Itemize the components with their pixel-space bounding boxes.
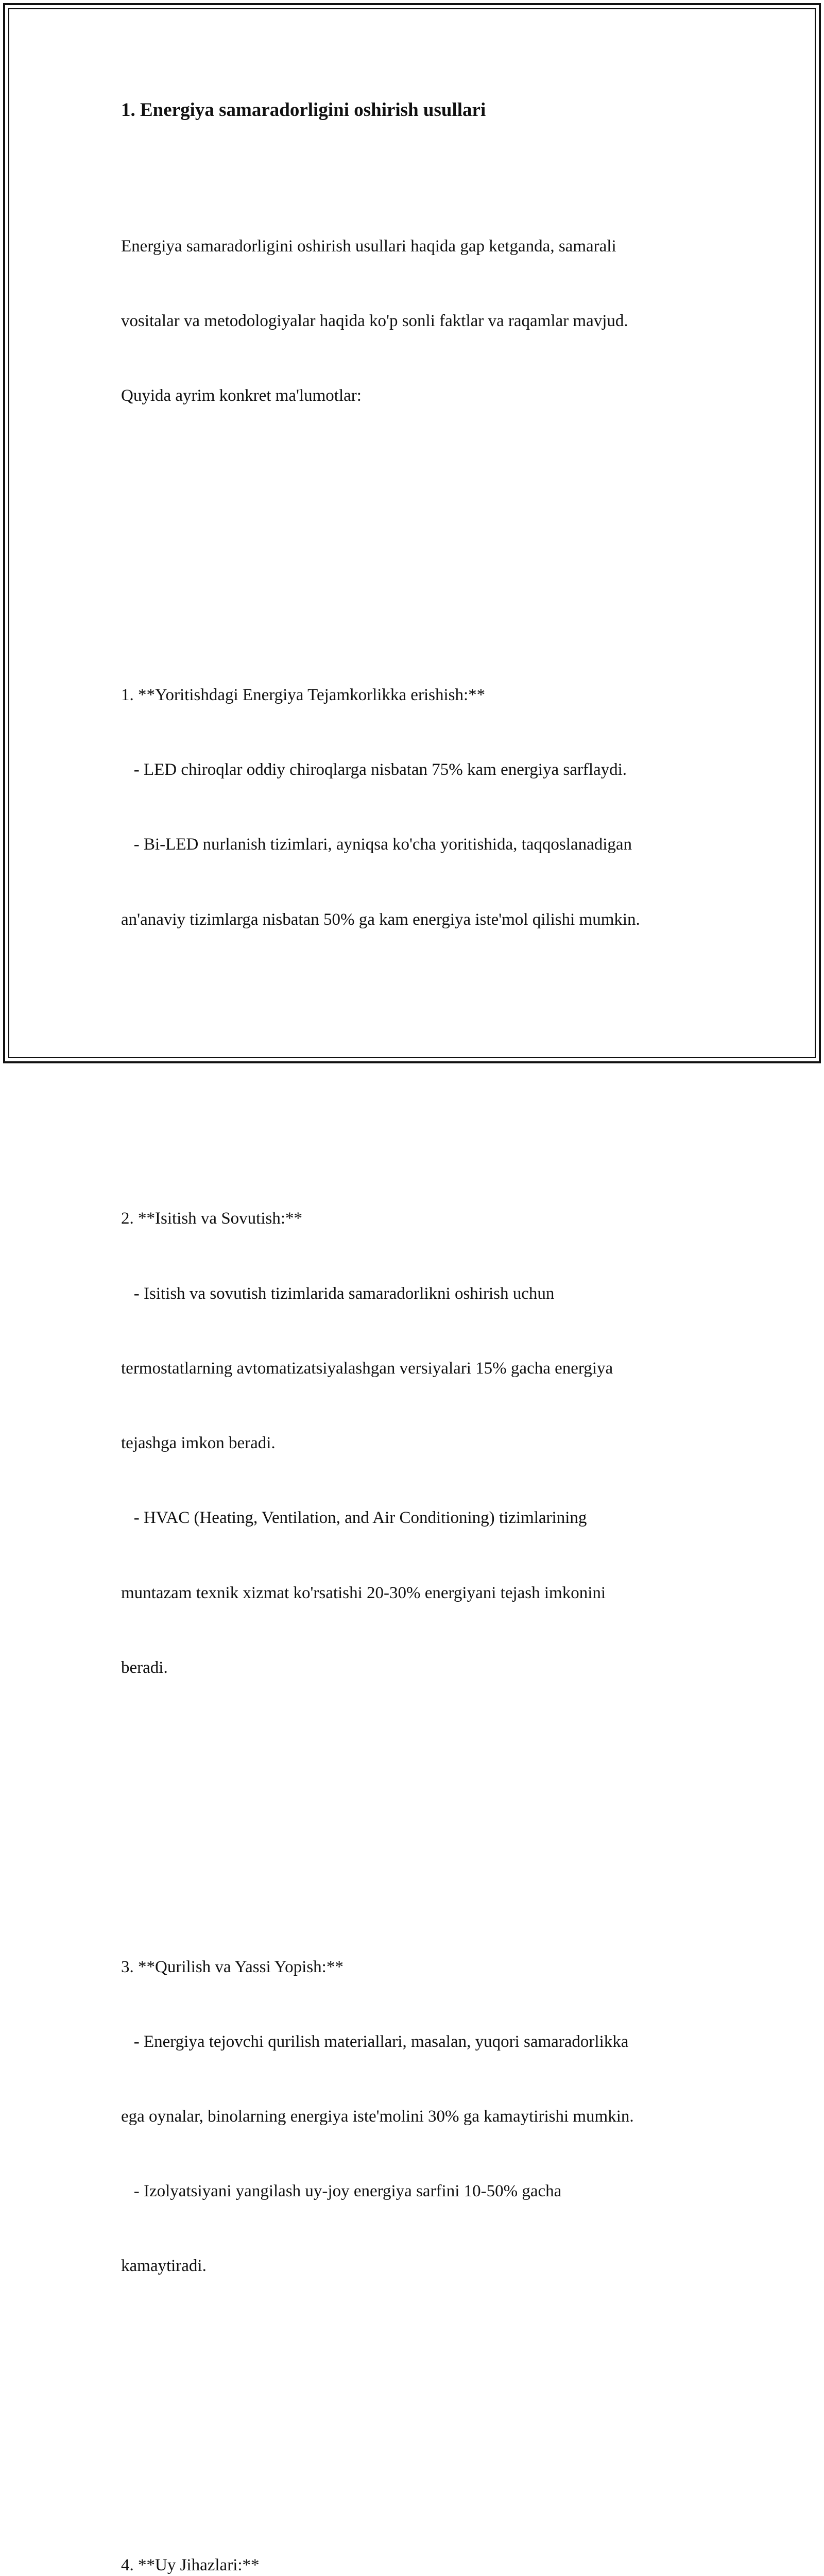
text-line: vositalar va metodologiyalar haqida ko'p sonli faktlar va raqamlar mavjud. [121,311,628,330]
blank-line [121,2403,724,2428]
text-line: - Energiya tejovchi qurilish materiallari, masalan, yuqori samaradorlikka [121,2032,629,2051]
text-line: muntazam texnik xizmat ko'rsatishi 20-30% energiyani tejash imkonini [121,1583,606,1602]
section-heading: 1. **Yoritishdagi Energiya Tejamkorlikka erishish:** [121,685,486,704]
text-line: - Izolyatsiyani yangilash uy-joy energiya sarfini 10-50% gacha [121,2182,562,2201]
document-body [121,97,724,2576]
text-line: kamaytiradi. [121,2257,207,2276]
text-line: beradi. [121,1658,168,1677]
text-line: - LED chiroqlar oddiy chiroqlarga nisbatan 75% kam energiya sarflaydi. [121,760,627,779]
section-heading: 4. **Uy Jihazlari:** [121,2556,260,2575]
text-line: Energiya samaradorligini oshirish usullari haqida gap ketganda, samarali [121,236,616,256]
text-line: termostatlarning avtomatizatsiyalashgan versiyalari 15% gacha energiya [121,1359,613,1378]
text-line: - Bi-LED nurlanish tizimlari, ayniqsa ko'cha yoritishida, taqqoslanadigan [121,835,632,854]
section-lighting [121,633,724,982]
text-line: an'anaviy tizimlarga nisbatan 50% ga kam energiya iste'mol qilishi mumkin. [121,910,640,929]
document-title: 1. Energiya samaradorligini oshirish usullari [121,99,486,121]
text-line: - Isitish va sovutish tizimlarida samaradorlikni oshirish uchun [121,1284,555,1303]
blank-line [121,1057,724,1081]
text-line: - HVAC (Heating, Ventilation, and Air Conditioning) tizimlarining [121,1509,587,1528]
section-heading: 2. **Isitish va Sovutish:** [121,1209,303,1228]
blank-line [121,1805,724,1829]
text-line: tejashga imkon beradi. [121,1434,276,1453]
intro-paragraph [121,184,724,458]
blank-line [121,533,724,558]
text-line: ega oynalar, binolarning energiya iste'molini 30% ga kamaytirishi mumkin. [121,2107,634,2126]
section-heating-cooling [121,1157,724,1730]
section-construction [121,1905,724,2329]
section-heading: 3. **Qurilish va Yassi Yopish:** [121,1957,344,1976]
document-text [121,134,724,2576]
section-home-appliances [121,2503,724,2576]
text-line: Quyida ayrim konkret ma'lumotlar: [121,386,362,405]
